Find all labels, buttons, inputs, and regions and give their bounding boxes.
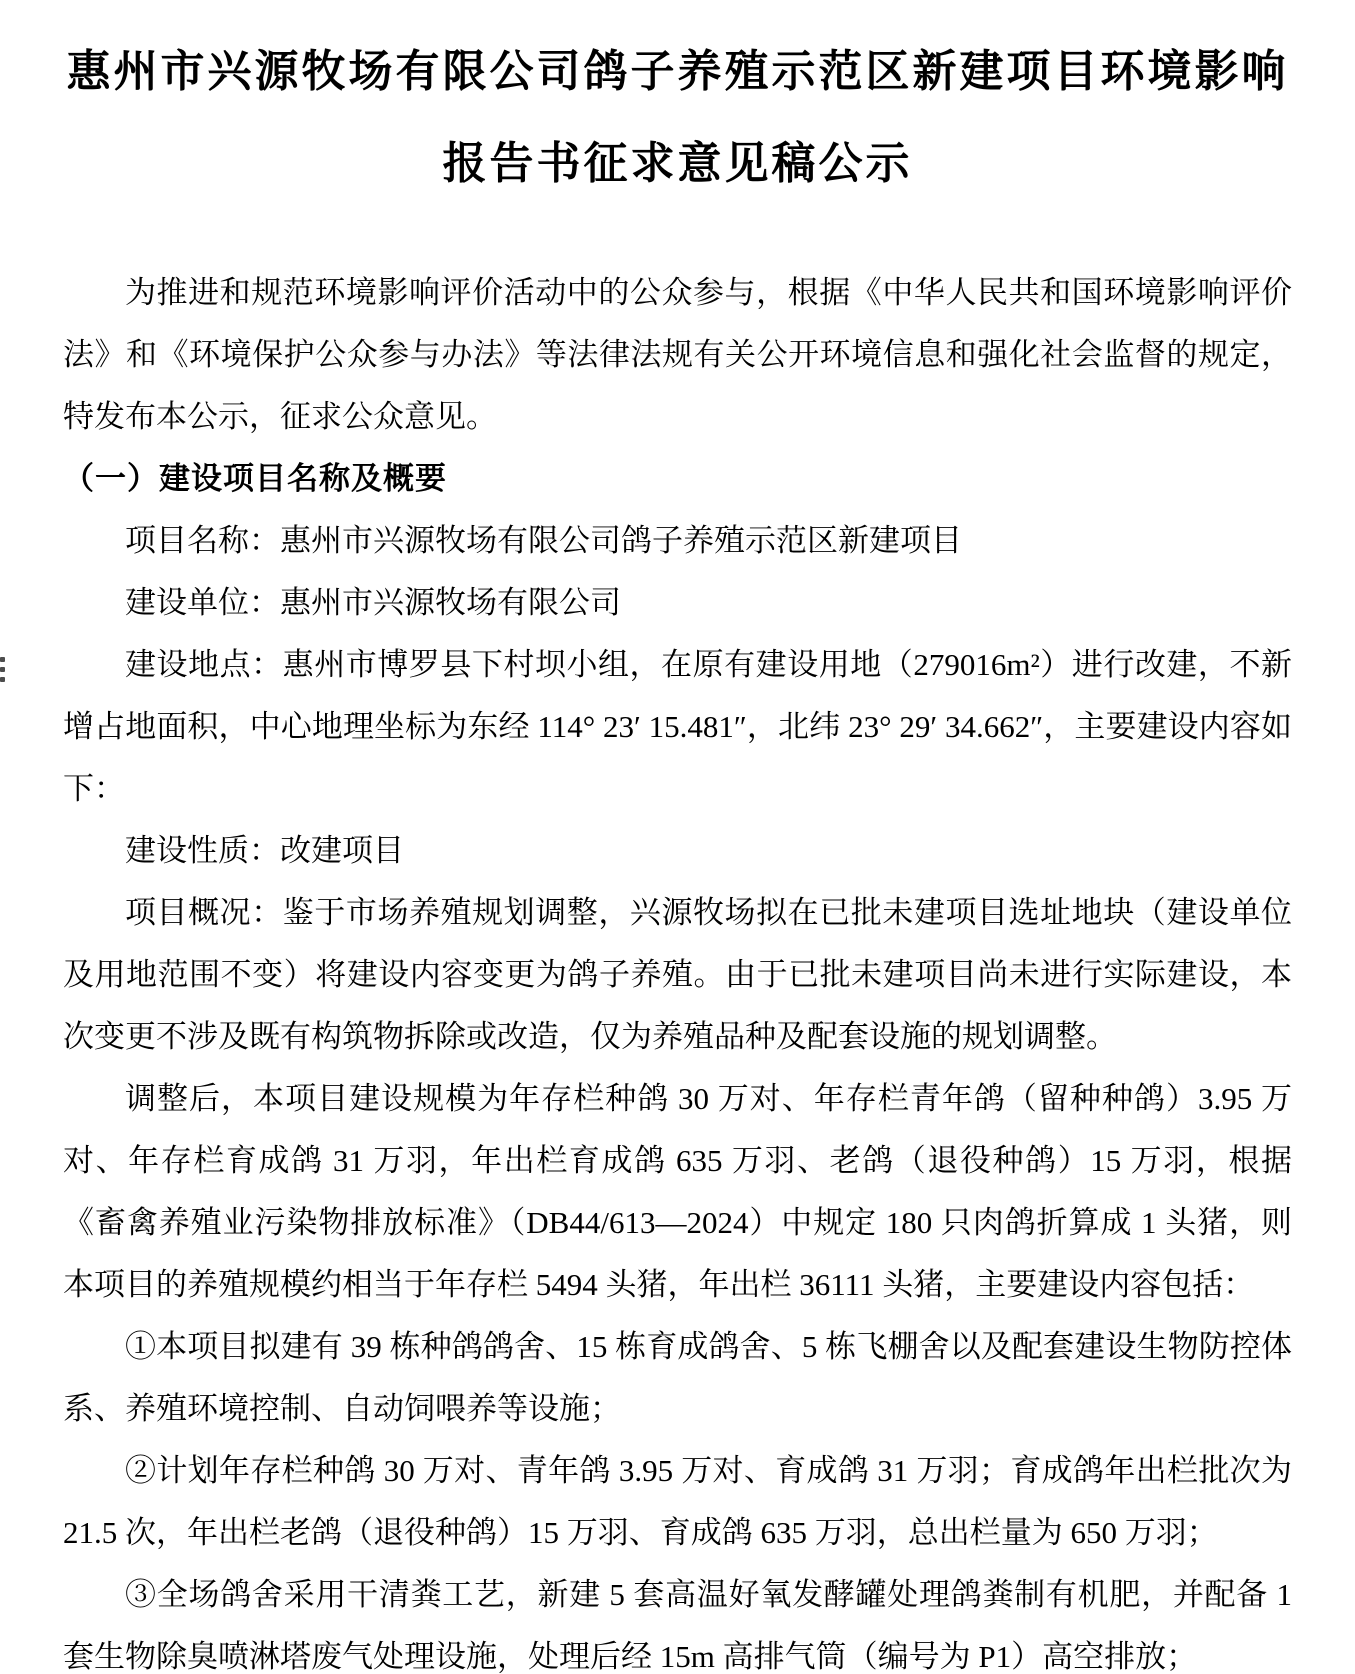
section-heading-project-overview: （一）建设项目名称及概要 [63,461,447,496]
item-2-paragraph: ②计划年存栏种鸽 30 万对、青年鸽 3.95 万对、育成鸽 31 万羽；育成鸽年出栏批次为 21.5 次，年出栏老鸽（退役种鸽）15 万羽、育成鸽 635 万羽，总出栏量为 650 万羽； [63,1453,1292,1550]
drag-handle-dots[interactable] [0,657,8,682]
intro-paragraph: 为推进和规范环境影响评价活动中的公众参与，根据《中华人民共和国环境影响评价法》和《环境保护公众参与办法》等法律法规有关公开环境信息和强化社会监督的规定，特发布本公示，征求公众意见。 [63,275,1292,434]
document-title [63,26,1292,210]
document-body [63,262,1292,1674]
drag-handle-dot [0,667,5,672]
drag-handle-dot [0,657,5,662]
adjusted-scale-paragraph: 调整后，本项目建设规模为年存栏种鸽 30 万对、年存栏青年鸽（留种种鸽）3.95 万对、年存栏育成鸽 31 万羽，年出栏育成鸽 635 万羽、老鸽（退役种鸽）15 万羽，根据《畜禽养殖业污染物排放标准》（DB44/613—2024）中规定 180 只肉鸽折算成 1 头猪，则本项目的养殖规模约相当于年存栏 5494 头猪，年出栏 36111 头猪，主要建设内容包括： [63,1081,1292,1302]
project-summary-paragraph: 项目概况：鉴于市场养殖规划调整，兴源牧场拟在已批未建项目选址地块（建设单位及用地范围不变）将建设内容变更为鸽子养殖。由于已批未建项目尚未进行实际建设，本次变更不涉及既有构筑物拆除或改造，仅为养殖品种及配套设施的规划调整。 [63,895,1292,1054]
document-title-line-2: 报告书征求意见稿公示 [442,139,913,188]
construction-location-paragraph: 建设地点：惠州市博罗县下村坝小组，在原有建设用地（279016m²）进行改建，不新增占地面积，中心地理坐标为东经 114° 23′ 15.481″，北纬 23° 29′ 34.662″，主要建设内容如下： [63,647,1292,806]
item-1-paragraph: ①本项目拟建有 39 栋种鸽鸽舍、15 栋育成鸽舍、5 栋飞棚舍以及配套建设生物防控体系、养殖环境控制、自动饲喂养等设施； [63,1329,1292,1426]
drag-handle-dot [0,677,5,682]
construction-unit-paragraph: 建设单位：惠州市兴源牧场有限公司 [125,585,621,620]
item-3-paragraph: ③全场鸽舍采用干清粪工艺，新建 5 套高温好氧发酵罐处理鸽粪制有机肥，并配备 1 套生物除臭喷淋塔废气处理设施，处理后经 15m 高排气筒（编号为 P1）高空排放； [63,1577,1292,1674]
project-name-paragraph: 项目名称：惠州市兴源牧场有限公司鸽子养殖示范区新建项目 [125,523,962,558]
construction-nature-paragraph: 建设性质：改建项目 [125,833,404,868]
document-title-line-1: 惠州市兴源牧场有限公司鸽子养殖示范区新建项目环境影响 [66,47,1289,96]
